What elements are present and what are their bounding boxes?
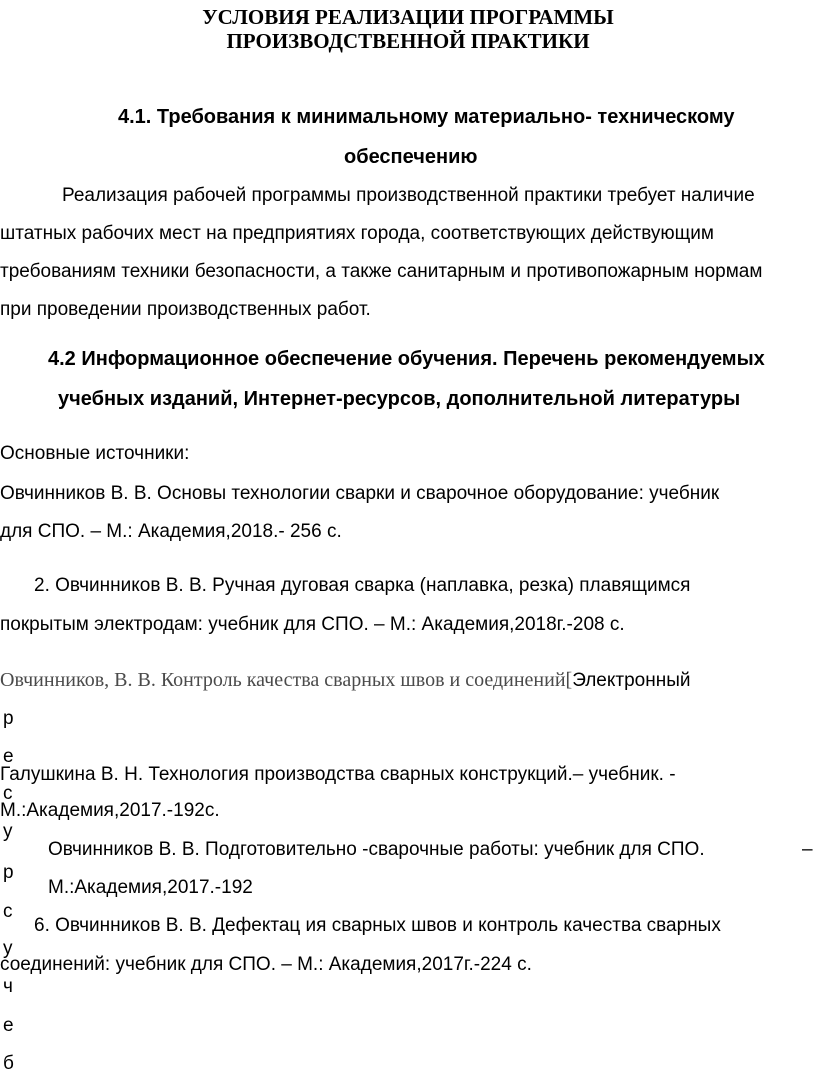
source-6-line-2: соединений: учебник для СПО. – М.: Академия,2017г.-224 с. [0,954,532,975]
vertical-char: с [3,783,13,804]
section-1-heading-line-2: обеспечению [344,146,478,168]
vertical-char: ч [3,976,13,997]
source-2-line-1: 2. Овчинников В. В. Ручная дуговая сварка (наплавка, резка) плавящимся [34,575,691,596]
source-5-line-2: М.:Академия,2017.-192 [48,877,253,898]
section-1-heading-line-1: 4.1. Требования к минимальному материально- техническому [118,106,735,128]
source-3-electronic: Электронный [572,670,691,691]
source-4-line-1: Галушкина В. Н. Технология производства сварных конструкций.– учебник. - [0,764,676,785]
vertical-char: б [3,1053,14,1074]
source-5-line-1: Овчинников В. В. Подготовительно -сварочные работы: учебник для СПО. [48,839,705,860]
source-6-line-1: 6. Овчинников В. В. Дефектац ия сварных швов и контроль качества сварных [34,915,721,936]
source-2-line-2: покрытым электродам: учебник для СПО. – М.: Академия,2018г.-208 с. [0,614,625,635]
vertical-char: р [3,708,14,729]
vertical-char: е [3,746,14,767]
source-1-line-2: для СПО. – М.: Академия,2018.- 256 с. [0,521,342,542]
section-2-heading-line-1: 4.2 Информационное обеспечение обучения. Перечень рекомендуемых [48,348,765,370]
source-5-dash: – [802,839,813,860]
section-2-heading-line-2: учебных изданий, Интернет-ресурсов, дополнительной литературы [58,388,741,410]
vertical-char: р [3,862,14,883]
vertical-char: у [3,821,13,842]
section-1-paragraph-line-1: Реализация рабочей программы производственной практики требует наличие [62,185,755,206]
title-line-2: ПРОИЗВОДСТВЕННОЙ ПРАКТИКИ [226,29,590,53]
source-1-line-1: Овчинников В. В. Основы технологии сварки и сварочное оборудование: учебник [0,483,720,504]
section-1-paragraph-line-4: при проведении производственных работ. [0,299,371,320]
vertical-char: с [3,901,13,922]
section-1-paragraph-line-2: штатных рабочих мест на предприятиях города, соответствующих действующим [0,223,714,244]
section-1-paragraph-line-3: требованиям техники безопасности, а также санитарным и противопожарным нормам [0,261,763,282]
vertical-char: у [3,938,13,959]
source-3-line-1 [0,668,690,693]
source-3-text: Овчинников, В. В. Контроль качества сварных швов и соединений[ [0,669,573,691]
source-4-line-2: М.:Академия,2017.-192с. [0,800,220,821]
vertical-char: е [3,1015,14,1036]
sources-label: Основные источники: [0,443,190,464]
title-line-1: УСЛОВИЯ РЕАЛИЗАЦИИ ПРОГРАММЫ [202,5,614,29]
